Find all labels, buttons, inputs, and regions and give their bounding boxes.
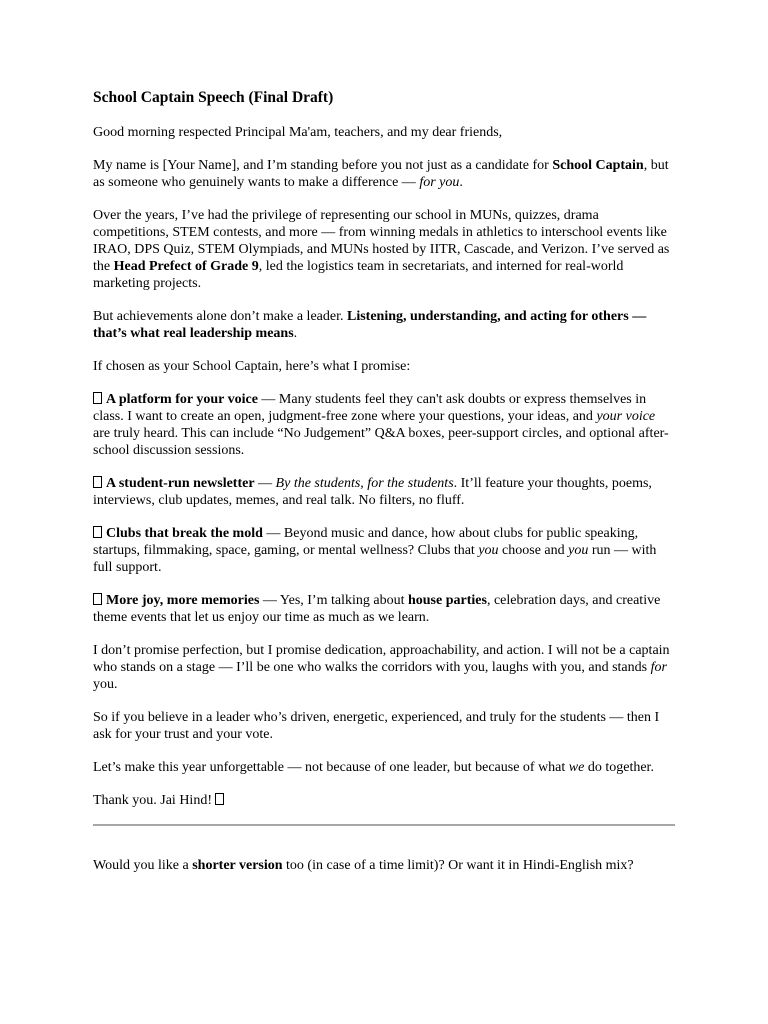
intro-paragraph: My name is [Your Name], and I’m standing before you not just as a candidate for School Captain, but as someone who genuinely wants to make a difference — for you. — [93, 158, 669, 190]
horizontal-divider — [93, 824, 675, 826]
promise-item: Clubs that break the mold — Beyond music and dance, how about clubs for public speaking, startups, filmmaking, space, gaming, or mental wellness? Clubs that you choose and you run — with full support. — [93, 526, 657, 575]
bold-text: house parties — [407, 593, 487, 608]
page-title: School Captain Speech (Final Draft) — [93, 89, 334, 106]
promise-intro-paragraph: If chosen as your School Captain, here’s what I promise: — [93, 359, 411, 374]
bold-text: shorter version — [192, 858, 283, 873]
italic-text: you — [568, 543, 589, 558]
greeting-paragraph: Good morning respected Principal Ma'am, teachers, and my dear friends, — [93, 125, 503, 140]
promise-title: More joy, more memories — [106, 593, 260, 608]
promise-title: A platform for your voice — [106, 392, 258, 407]
bold-text: Listening, understanding, and acting for others — that’s what real leadership means — [93, 309, 647, 341]
bold-text: Head Prefect of Grade 9 — [113, 259, 259, 274]
promise-title: Clubs that break the mold — [106, 526, 263, 541]
bold-text: School Captain — [552, 158, 644, 173]
italic-text: you — [478, 543, 499, 558]
italic-text: we — [568, 760, 585, 775]
promise-item: More joy, more memories — Yes, I’m talking about house parties, celebration days, and creative theme events that let us enjoy our time as much as we learn. — [93, 593, 661, 625]
box-icon — [93, 392, 102, 404]
document-body — [93, 88, 675, 890]
italic-text: your voice — [596, 409, 656, 424]
appeal-paragraph: So if you believe in a leader who’s driven, energetic, experienced, and truly for the students — then I ask for your trust and your vote. — [93, 710, 660, 742]
promise-item: A student-run newsletter — By the students, for the students. It’ll feature your thoughts, poems, interviews, club updates, memes, and real talk. No filters, no fluff. — [93, 476, 652, 508]
box-icon — [93, 593, 102, 605]
box-icon — [93, 526, 102, 538]
followup-paragraph: Would you like a shorter version too (in case of a time limit)? Or want it in Hindi-English mix? — [93, 858, 634, 873]
experience-paragraph: Over the years, I’ve had the privilege of representing our school in MUNs, quizzes, drama competitions, STEM contests, and more — from winning medals in athletics to interschool events like IRAO, DPS Quiz, STEM Olympiads, and MUNs hosted by IITR, Cascade, and Verizon. I’ve served as the Head Prefect of Grade 9, led the logistics team in secretariats, and interned for real-world marketing projects. — [93, 208, 670, 291]
italic-text: for you — [419, 175, 460, 190]
box-icon — [93, 476, 102, 488]
unforgettable-paragraph: Let’s make this year unforgettable — not because of one leader, but because of what we do together. — [93, 760, 654, 775]
italic-text: By the students, for the students — [275, 476, 454, 491]
box-icon — [215, 793, 224, 805]
promise-item: A platform for your voice — Many students feel they can't ask doubts or express themselves in class. I want to create an open, judgment-free zone where your questions, your ideas, and your voice are truly heard. This can include “No Judgement” Q&A boxes, peer-support circles, and optional after-school discussion sessions. — [93, 392, 669, 458]
closing-paragraph: Thank you. Jai Hind! — [93, 792, 675, 809]
promise-title: A student-run newsletter — [106, 476, 255, 491]
italic-text: for — [650, 660, 667, 675]
leadership-paragraph: But achievements alone don’t make a leader. Listening, understanding, and acting for others — that’s what real leadership means. — [93, 309, 647, 341]
dedication-paragraph: I don’t promise perfection, but I promise dedication, approachability, and action. I will not be a captain who stands on a stage — I’ll be one who walks the corridors with you, laughs with you, and stands for you. — [93, 643, 670, 692]
